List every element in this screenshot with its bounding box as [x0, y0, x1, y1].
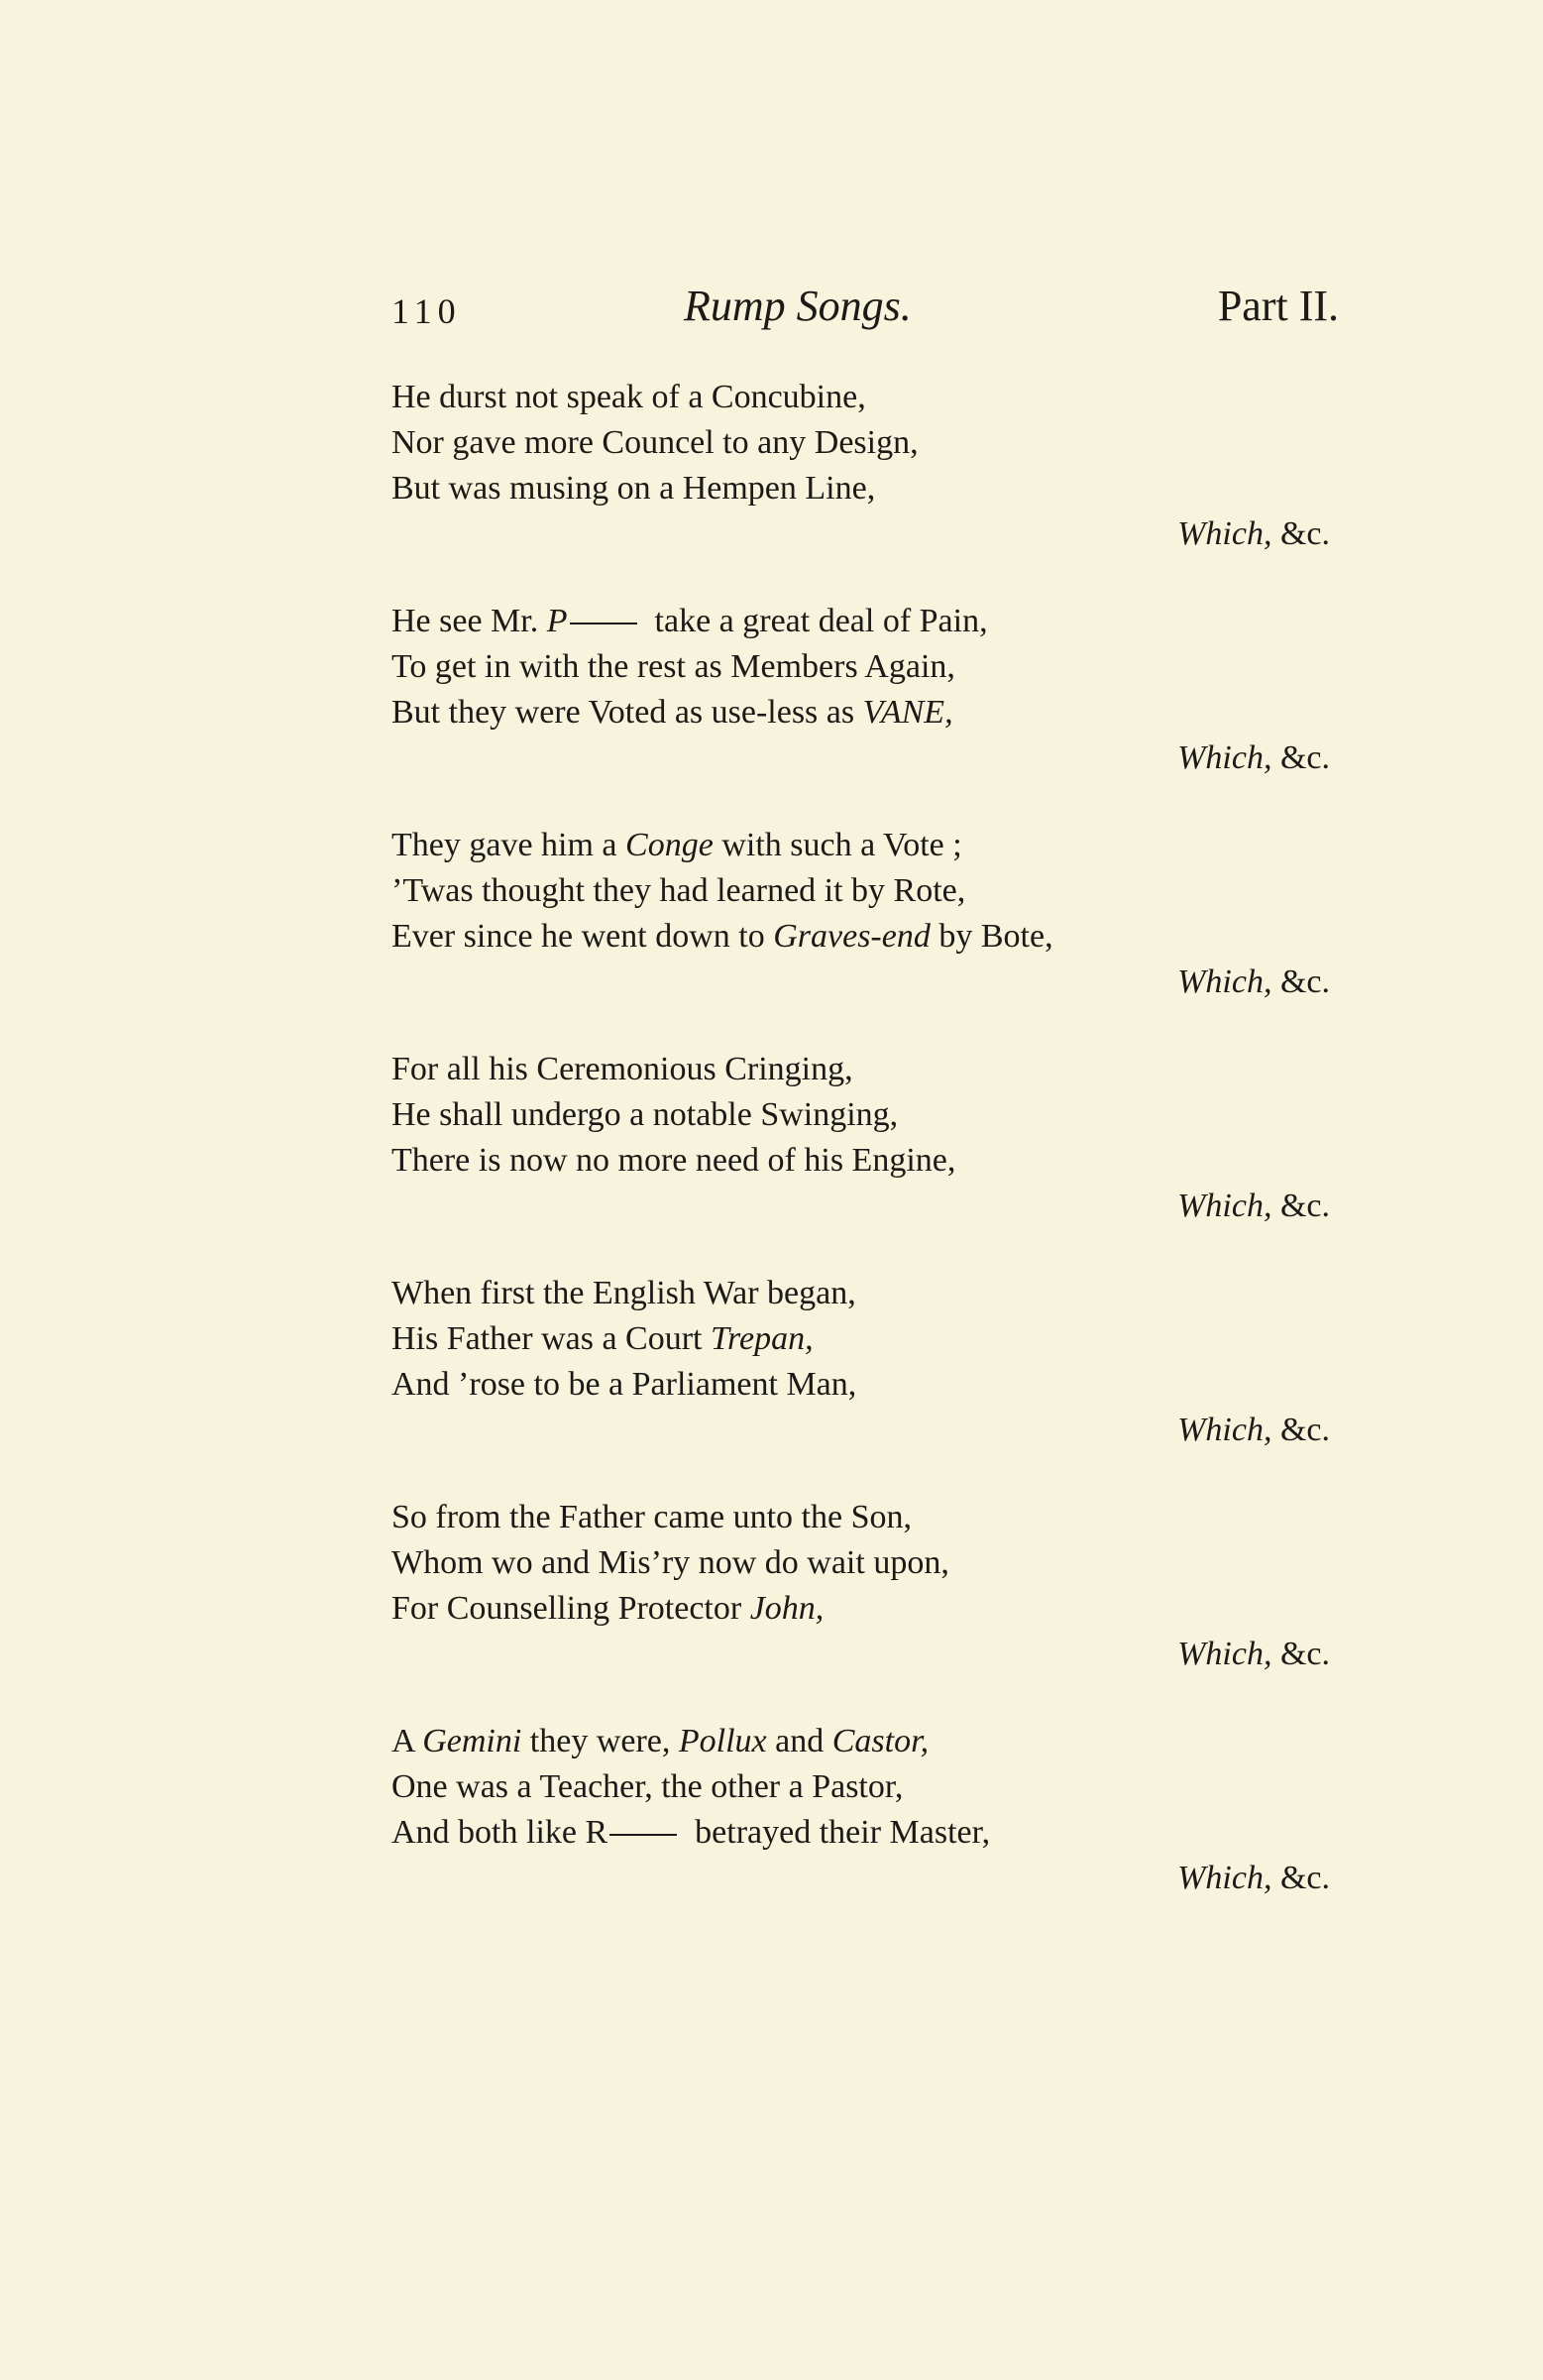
verse-line: [391, 1540, 1338, 1586]
refrain-italic: Which,: [1177, 1412, 1272, 1448]
verse-text: He durst not speak of a Concubine,: [391, 379, 866, 415]
verse-text: And both like R: [391, 1814, 608, 1851]
refrain-italic: Which,: [1177, 1636, 1272, 1672]
refrain-etc: &c.: [1271, 1188, 1330, 1224]
verse-line: [391, 690, 1338, 736]
verse-line: [391, 1586, 1338, 1632]
em-dash-rule: [570, 623, 637, 624]
verse-text: He see Mr.: [391, 603, 547, 639]
verse-text: They gave him a: [391, 827, 626, 863]
verse-text: He shall undergo a notable Swinging,: [391, 1096, 899, 1133]
verse-line: [391, 868, 1338, 914]
verse-line: [391, 1092, 1338, 1138]
verse-line: [391, 1764, 1338, 1810]
verse-text: And ’rose to be a Parliament Man,: [391, 1366, 857, 1403]
verse-line: [391, 1271, 1338, 1316]
stanza: [391, 375, 1338, 557]
verse-line: [391, 375, 1338, 420]
em-dash-rule: [609, 1834, 677, 1836]
verse-line: [391, 1138, 1338, 1184]
verse-line: [391, 914, 1338, 960]
verse-line: [391, 823, 1338, 868]
italic-text: John,: [749, 1590, 825, 1627]
verse-text: To get in with the rest as Members Again,: [391, 648, 955, 685]
verse-text: take a great deal of Pain,: [654, 603, 988, 639]
stanza: [391, 599, 1338, 781]
verse-line: [391, 1047, 1338, 1092]
verse-text: For Counselling Protector: [391, 1590, 750, 1627]
verse-line: [391, 1316, 1338, 1362]
italic-text: Trepan,: [711, 1320, 814, 1357]
page-header: [391, 281, 1339, 340]
verse-line: [391, 1362, 1338, 1408]
verse-line: [391, 1810, 1338, 1856]
refrain-etc: &c.: [1271, 515, 1330, 552]
running-title: Rump Songs.: [684, 282, 912, 330]
italic-text: P: [546, 603, 568, 639]
verse-text: One was a Teacher, the other a Pastor,: [391, 1768, 904, 1805]
italic-text: Graves-end: [773, 918, 931, 955]
refrain: [391, 960, 1338, 1005]
italic-text: Gemini: [422, 1723, 522, 1759]
verse-line: [391, 599, 1338, 644]
verse-text: by Bote,: [930, 918, 1053, 955]
stanza: [391, 1495, 1338, 1677]
part-label: Part II.: [1217, 282, 1339, 330]
refrain-etc: &c.: [1271, 1860, 1330, 1896]
refrain-italic: Which,: [1177, 1860, 1272, 1896]
refrain-italic: Which,: [1177, 515, 1272, 552]
refrain-etc: &c.: [1271, 1412, 1330, 1448]
verse-text: So from the Father came unto the Son,: [391, 1499, 913, 1535]
refrain-italic: Which,: [1177, 739, 1272, 776]
verse-line: [391, 466, 1338, 511]
page-number: 110: [391, 291, 462, 331]
verse-text: His Father was a Court: [391, 1320, 712, 1357]
verse-text: There is now no more need of his Engine,: [391, 1142, 956, 1179]
poem-body: [391, 375, 1338, 1943]
verse-text: ’Twas thought they had learned it by Rote,: [391, 872, 966, 909]
refrain: [391, 1856, 1338, 1901]
verse-text: betrayed their Master,: [695, 1814, 991, 1851]
verse-text: Whom wo and Mis’ry now do wait upon,: [391, 1544, 949, 1581]
verse-text: Nor gave more Councel to any Design,: [391, 424, 919, 461]
italic-text: Conge: [625, 827, 714, 863]
italic-text: Pollux: [678, 1723, 767, 1759]
refrain: [391, 1408, 1338, 1453]
stanza: [391, 823, 1338, 1005]
verse-text: they were,: [521, 1723, 679, 1759]
refrain-etc: &c.: [1271, 963, 1330, 1000]
stanza: [391, 1719, 1338, 1901]
refrain: [391, 511, 1338, 557]
refrain: [391, 736, 1338, 781]
verse-line: [391, 644, 1338, 690]
verse-text: Ever since he went down to: [391, 918, 774, 955]
verse-line: [391, 1495, 1338, 1540]
verse-line: [391, 1719, 1338, 1764]
refrain-etc: &c.: [1271, 739, 1330, 776]
stanza: [391, 1047, 1338, 1229]
verse-text: A: [391, 1723, 423, 1759]
italic-text: Castor,: [831, 1723, 930, 1759]
verse-text: But they were Voted as use-less as: [391, 694, 863, 731]
stanza: [391, 1271, 1338, 1453]
verse-text: When first the English War began,: [391, 1275, 856, 1311]
italic-text: VANE,: [862, 694, 953, 731]
refrain-italic: Which,: [1177, 963, 1272, 1000]
refrain-etc: &c.: [1271, 1636, 1330, 1672]
verse-text: But was musing on a Hempen Line,: [391, 470, 876, 507]
refrain-italic: Which,: [1177, 1188, 1272, 1224]
verse-line: [391, 420, 1338, 466]
verse-text: and: [766, 1723, 832, 1759]
refrain: [391, 1184, 1338, 1229]
verse-text: For all his Ceremonious Cringing,: [391, 1051, 853, 1087]
refrain: [391, 1632, 1338, 1677]
verse-text: with such a Vote ;: [713, 827, 962, 863]
